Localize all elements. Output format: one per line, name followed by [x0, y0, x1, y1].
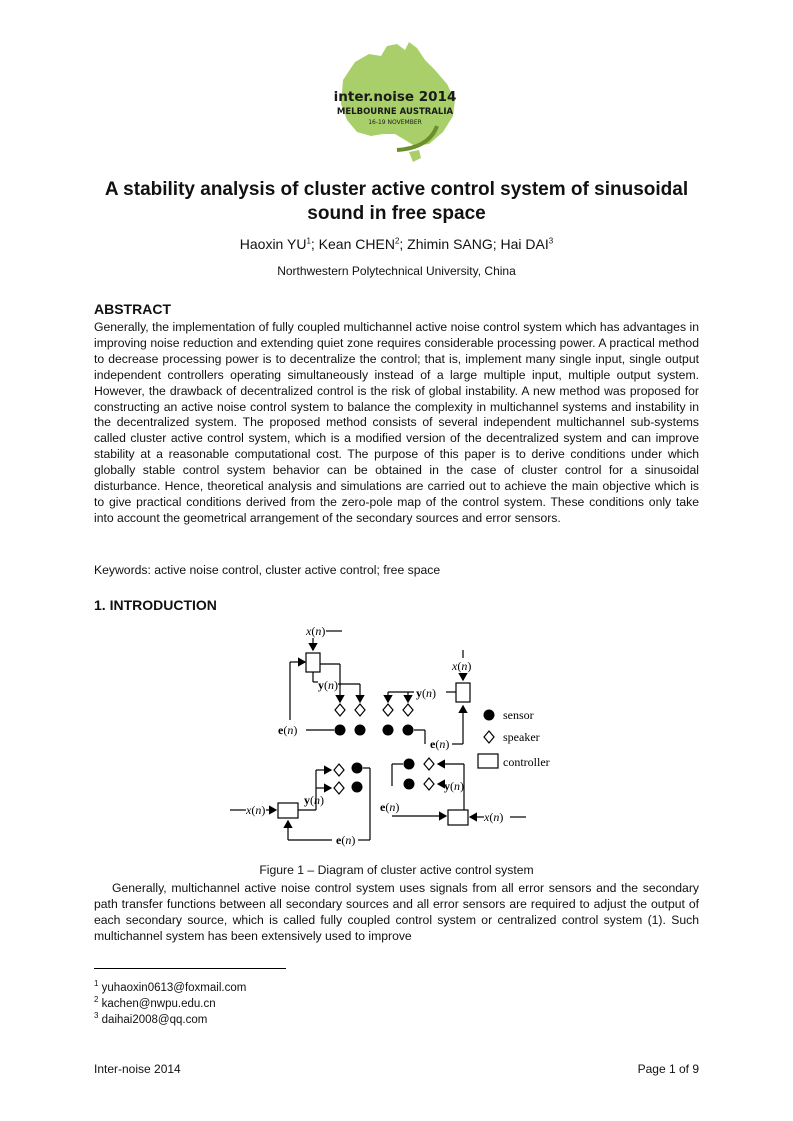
- author-3-4: Zhimin SANG; Hai DAI: [407, 236, 549, 252]
- author-1: Haoxin YU: [239, 236, 307, 252]
- footnote-3-email[interactable]: daihai2008@qq.com: [101, 1014, 208, 1026]
- paper-title: A stability analysis of cluster active control system of sinusoidal sound in free space: [104, 179, 689, 224]
- label-x-right: x(n): [452, 659, 472, 673]
- author-1-mark: 1: [306, 236, 311, 246]
- affiliation: Northwestern Polytechnical University, China: [277, 264, 516, 278]
- author-3-mark: 3: [548, 236, 554, 246]
- sensor-3: [383, 725, 394, 736]
- controller-box-2: [456, 683, 470, 702]
- conference-logo: [325, 40, 465, 166]
- footnote-3-mark: 3: [94, 1011, 99, 1021]
- footnote-rule: [94, 968, 286, 969]
- footnote-1: [94, 979, 247, 994]
- sensor-7: [404, 759, 415, 770]
- label-e-3: e(n): [336, 833, 356, 847]
- label-y-1: y(n): [318, 678, 338, 692]
- cluster-control-diagram: [220, 618, 580, 854]
- speaker-2: [355, 704, 365, 716]
- legend-controller-label: controller: [503, 755, 550, 769]
- label-e-2: e(n): [430, 737, 450, 751]
- sensor-6: [352, 782, 363, 793]
- author-2: Kean CHEN: [318, 236, 395, 252]
- controller-box-4: [448, 810, 468, 825]
- sensor-5: [352, 763, 363, 774]
- logo-line3: 16-19 NOVEMBER: [368, 119, 422, 126]
- cluster-bottom-left: [230, 763, 370, 848]
- speaker-8: [424, 778, 434, 790]
- sensor-4: [403, 725, 414, 736]
- intro-paragraph: Generally, multichannel active noise control system uses signals from all error sensors and the secondary path transfer functions between all secondary sources and all error sensors are required to adjust the output of each secondary source, which is called fully coupled control system or centralized control system (1). Such multichannel system has been extensively used to improve: [94, 881, 699, 943]
- footnote-1-email[interactable]: yuhaoxin0613@foxmail.com: [101, 982, 247, 994]
- legend-sensor-label: sensor: [503, 708, 534, 722]
- sensor-8: [404, 779, 415, 790]
- logo-line2: MELBOURNE AUSTRALIA: [336, 107, 454, 117]
- author-2-mark: 2: [394, 236, 400, 246]
- legend-speaker-icon: [484, 731, 494, 743]
- label-e-1: e(n): [278, 723, 298, 737]
- label-e-4: e(n): [380, 800, 400, 814]
- logo-line1: inter.noise 2014: [333, 89, 457, 105]
- label-x-left: x(n): [246, 803, 266, 817]
- abstract-text: Generally, the implementation of fully coupled multichannel active noise control system which has advantages in improving noise reduction and extending quiet zone requires considerable processing power. A practical method to decrease processing power is to decentralize the control; that is, implement many single input, single output independent controllers operating simultaneously instead of a large multiple input, multiple output system. However, the drawback of decentralized control is the risk of global instability. A new method was proposed for constructing an active noise control system to balance the complexity in multichannel systems and instability in the decentralized system. The proposed method consists of several independent multichannel sub-systems called cluster active control system, which is a modified version of the decentralized system and can improve stability at a reasonable computational cost. The purpose of this paper is to derive conditions under which globally stable control system behavior can be obtained in the case of cluster control for a sinusoidal disturbance. Hence, theoretical analysis and simulations are carried out to achieve the main objective which is to give practical conditions derived from the zero-pole map of the control system. These conditions only take into account the geometrical arrangement of the secondary sources and error sensors.: [94, 320, 699, 525]
- controller-box-3: [278, 803, 298, 818]
- speaker-6: [334, 782, 344, 794]
- controller-box-1: [306, 653, 320, 672]
- label-y-4: y(n): [444, 779, 464, 793]
- figure-legend: [478, 708, 550, 769]
- sensor-1: [335, 725, 346, 736]
- footnote-2-mark: 2: [94, 995, 99, 1005]
- footnote-2: [94, 995, 216, 1010]
- footnote-3: [94, 1011, 208, 1026]
- tasmania-shape: [409, 150, 421, 162]
- label-x-right-bottom: x(n): [484, 810, 504, 824]
- label-x-top: x(n): [306, 624, 326, 638]
- abstract-heading: ABSTRACT: [94, 301, 171, 317]
- sensor-2: [355, 725, 366, 736]
- legend-controller-icon: [478, 754, 498, 768]
- speaker-1: [335, 704, 345, 716]
- figure-caption: Figure 1 – Diagram of cluster active control system: [259, 863, 534, 877]
- footnote-1-mark: 1: [94, 979, 99, 989]
- speaker-5: [334, 764, 344, 776]
- legend-sensor-icon: [484, 710, 495, 721]
- legend-speaker-label: speaker: [503, 730, 540, 744]
- author-sep-2: ;: [399, 236, 408, 252]
- author-list: [90, 236, 703, 252]
- footer-conference: Inter-noise 2014: [94, 1062, 181, 1076]
- cluster-top-right: [383, 650, 472, 751]
- footer-page-number: Page 1 of 9: [637, 1062, 699, 1076]
- footnote-2-email[interactable]: kachen@nwpu.edu.cn: [101, 998, 216, 1010]
- cluster-top-left: [278, 624, 366, 737]
- label-y-3: y(n): [304, 793, 324, 807]
- label-y-2: y(n): [416, 686, 436, 700]
- keywords: Keywords: active noise control, cluster active control; free space: [94, 563, 441, 577]
- section-heading-introduction: 1. INTRODUCTION: [94, 597, 217, 613]
- speaker-4: [403, 704, 413, 716]
- speaker-7: [424, 758, 434, 770]
- speaker-3: [383, 704, 393, 716]
- author-sep-1: ;: [310, 236, 319, 252]
